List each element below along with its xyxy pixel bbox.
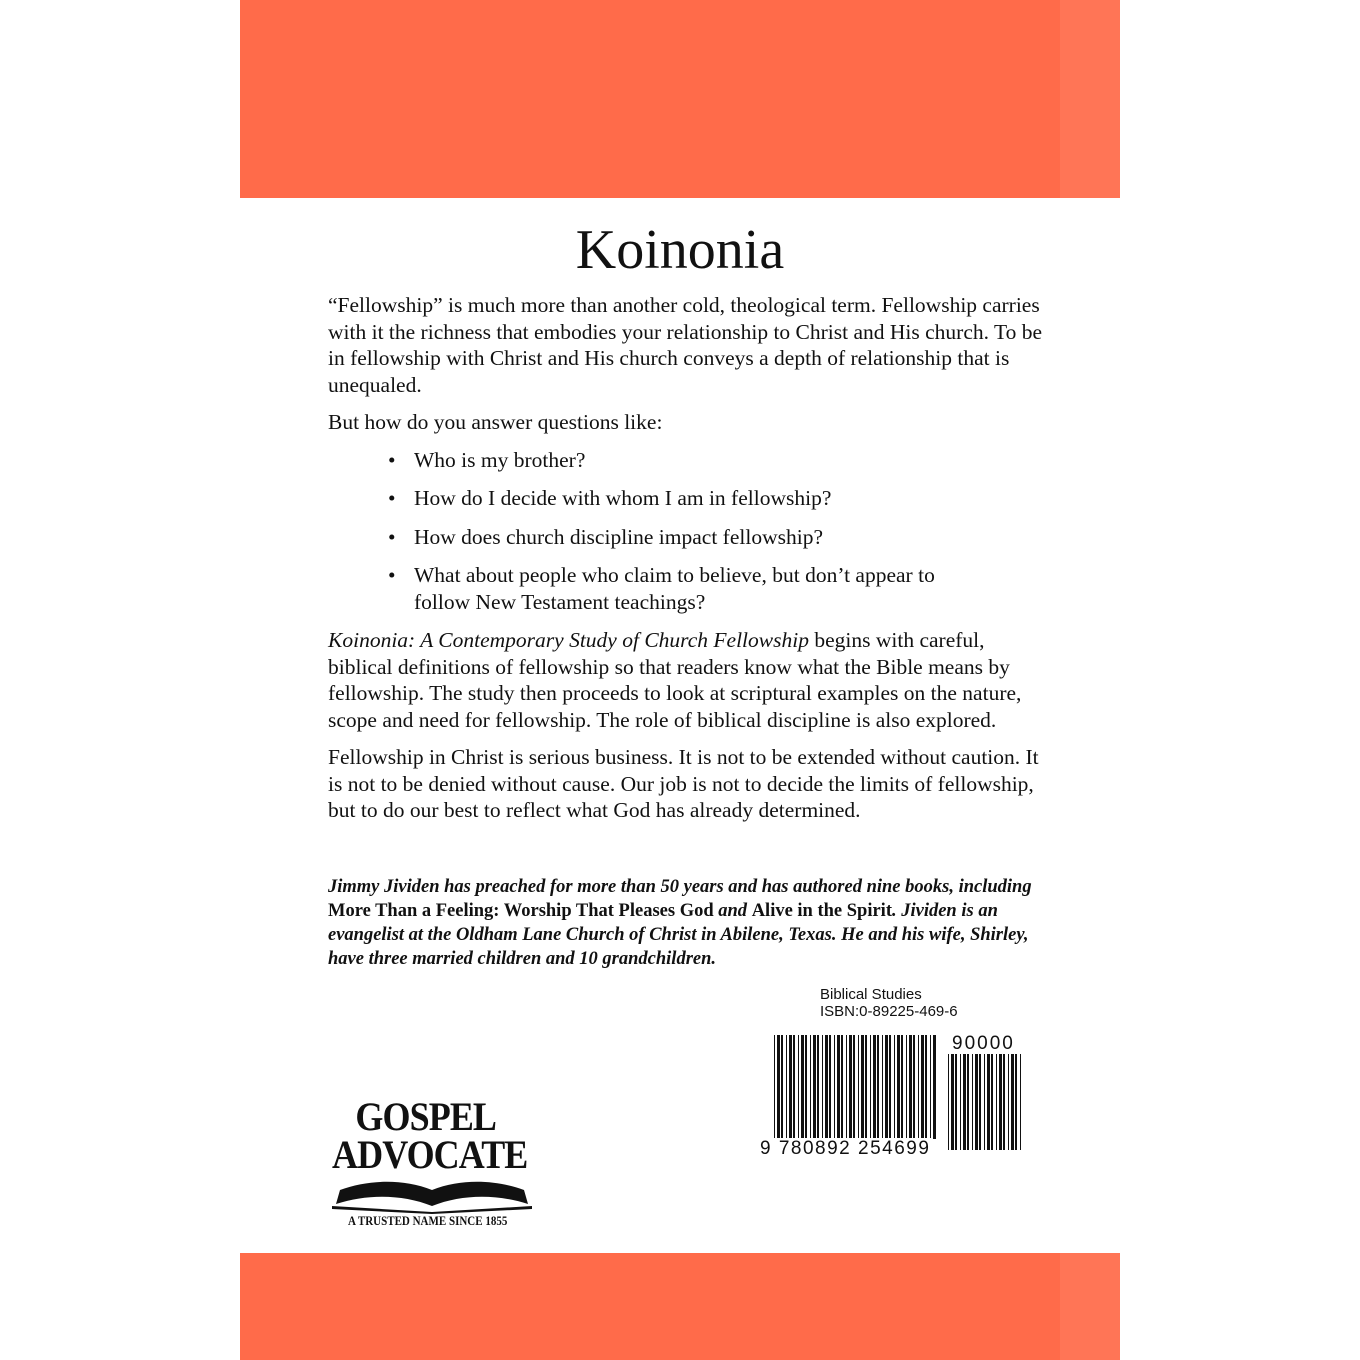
bottom-color-band xyxy=(240,1253,1120,1360)
open-book-icon xyxy=(332,1176,532,1214)
publisher-tagline: A TRUSTED NAME SINCE 1855 xyxy=(348,1214,508,1228)
list-item: • Who is my brother? xyxy=(388,447,586,472)
category-label: Biblical Studies xyxy=(820,986,922,1003)
book-full-title: Koinonia: A Contemporary Study of Church Fellowship xyxy=(328,628,809,652)
book-title-1: More Than a Feeling: Worship That Pleases God xyxy=(328,901,714,921)
intro-paragraph: “Fellowship” is much more than another cold, theological term. Fellowship carries with it the richness that embodies your relationship to Christ and His church. To be in fellowship with Christ and His church conveys a depth of relationship that is unequaled. xyxy=(328,293,1043,397)
list-item: • How do I decide with whom I am in fellowship? xyxy=(388,486,832,510)
bullet-icon: • xyxy=(388,563,396,587)
list-item: • What about people who claim to believe, but don’t appear to follow New Testament teachings? xyxy=(388,563,935,614)
bullet-icon: • xyxy=(388,524,396,549)
price-barcode-icon xyxy=(946,1054,1024,1150)
isbn-label: ISBN:0-89225-469-6 xyxy=(820,1003,958,1020)
barcode-digits: 9 780892 254699 xyxy=(760,1138,931,1159)
cover-body xyxy=(328,292,1046,835)
publisher-logo: GOSPEL ADVOCATE A TRUSTED NAME SINCE 1855 xyxy=(332,1098,540,1232)
closing-paragraph: Fellowship in Christ is serious business. It is not to be extended without caution. It is not to be denied without cause. Our job is not to decide the limits of fellowship, but to do our best to reflect what God has already determined. xyxy=(328,745,1039,822)
top-color-band xyxy=(240,0,1120,198)
description-paragraph: Koinonia: A Contemporary Study of Church Fellowship begins with careful, biblical definitions of fellowship so that readers know what the Bible means by fellowship. The study then proceeds to look at scriptural examples on the nature, scope and need for fellowship. The role of biblical discipline is also explored. xyxy=(328,628,1022,732)
question-list xyxy=(328,447,1046,616)
book-back-cover xyxy=(240,0,1120,1360)
book-title-2: Alive in the Spirit xyxy=(751,901,892,921)
cover-title: Koinonia xyxy=(575,219,785,281)
author-bio: Jimmy Jividen has preached for more than 50 years and has authored nine books, including More Than a Feeling: Worship That Pleases God and Alive in the Spirit. Jividen is an evangelist at the Oldham Lane Church of Christ in Abilene, Texas. He and his wife, Shirley, have three married children and 10 grandchildren. xyxy=(328,877,1032,969)
bullet-icon: • xyxy=(388,447,396,472)
list-item: • How does church discipline impact fellowship? xyxy=(388,524,823,549)
bullet-icon: • xyxy=(388,486,396,510)
price-code: 90000 xyxy=(952,1033,1015,1054)
isbn-block xyxy=(820,986,958,1020)
question-lead: But how do you answer questions like: xyxy=(328,410,663,434)
